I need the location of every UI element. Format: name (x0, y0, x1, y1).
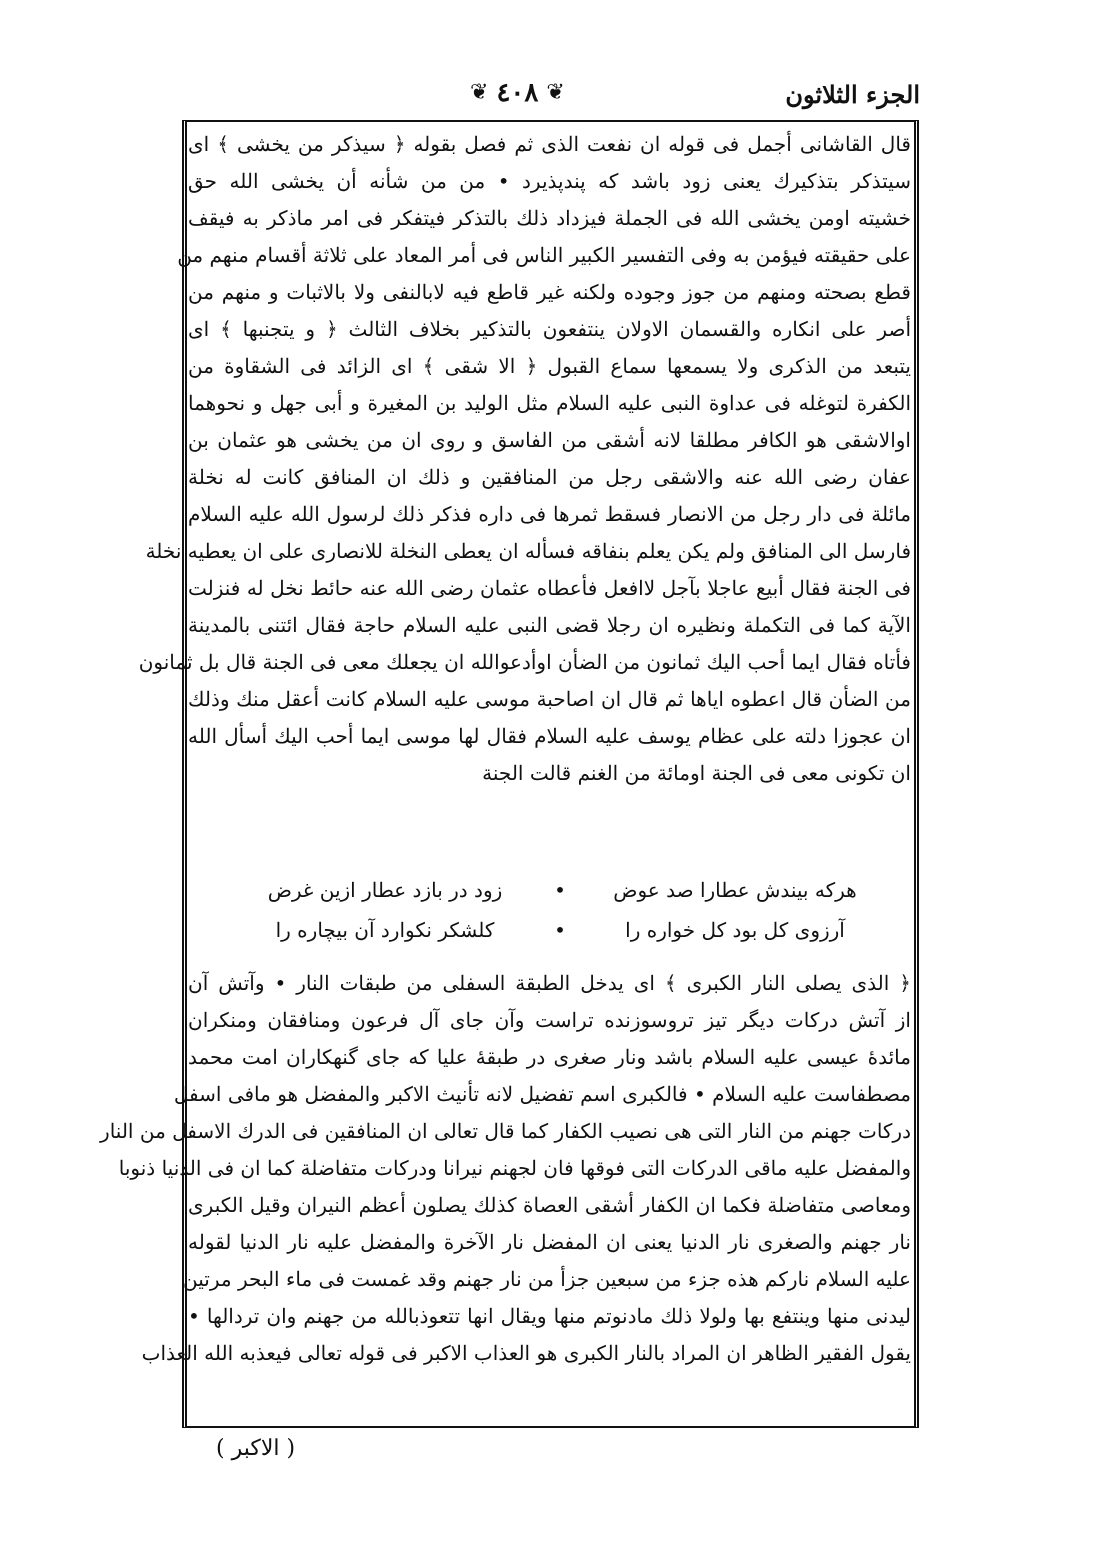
text-line: يقول الفقير الظاهر ان المراد بالنار الكبرى هو العذاب الاكبر فى قوله تعالى فيعذبه الله العذاب (141, 1341, 911, 1365)
poem-verse (240, 870, 880, 910)
text-line: عليه السلام ناركم هذه جزء من سبعين جزأ من نار جهنم وقد غمست فى ماء البحر مرتين (183, 1267, 911, 1291)
text-line: قال القاشانى أجمل فى قوله ان نفعت الذى ثم فصل بقوله ﴿ سيذكر من يخشى ﴾ اى (188, 132, 911, 156)
part-title: الجزء الثلاثون (785, 80, 920, 109)
text-line: نار جهنم والصغرى نار الدنيا يعنى ان المفضل نار الآخرة والمفضل عليه نار الدنيا لقوله (188, 1230, 911, 1254)
text-line: عفان رضى الله عنه والاشقى رجل من المنافقين و ذلك ان المنافق كانت له نخلة (188, 465, 911, 489)
text-line: ليدنى منها وينتفع بها ولولا ذلك مادنوتم منها ويقال انها تتعوذبالله من جهنم وان تردالها • (188, 1304, 911, 1328)
poem-verse (240, 910, 880, 950)
text-line: أصر على انكاره والقسمان الاولان ينتفعون بالتذكير بخلاف الثالث ﴿ و يتجنبها ﴾ اى (188, 317, 911, 341)
page-number-group (470, 78, 565, 108)
text-line: مائلة فى دار رجل من الانصار فسقط ثمرها فى داره فذكر ذلك لرسول الله عليه السلام (188, 502, 911, 526)
text-line: على حقيقته فيؤمن به وفى التفسير الكبير الناس فى أمر المعاد على ثلاثة أقسام منهم من (177, 243, 911, 267)
poem-hemistich-first: هركه بيندش عطارا صد عوض (613, 878, 857, 902)
text-line: ان تكونى معى فى الجنة اومائة من الغنم قالت الجنة (482, 761, 911, 785)
poem-separator: • (554, 918, 566, 942)
text-line: دركات جهنم من النار التى هى نصيب الكفار كما قال تعالى ان المنافقين فى الدرك الاسفل من النار (100, 1119, 911, 1143)
text-line: فى الجنة فقال أبيع عاجلا بآجل لاافعل فأعطاه عثمان رضى الله عنه حائط نخل له فنزلت (188, 576, 911, 600)
poem (240, 870, 880, 950)
ornament-left-icon: ❦ (470, 80, 489, 105)
poem-hemistich-second: كلشكر نكوارد آن بيچاره را (275, 918, 495, 942)
text-line: ان عجوزا دلته على عظام يوسف عليه السلام فقال لها موسى ايما أحب اليك أسأل الله (188, 724, 911, 748)
text-line: از آتش دركات ديگر تيز تروسوزنده تراست وآن جاى آل فرعون ومنافقان ومنكران (188, 1008, 911, 1032)
text-line: الكفرة لتوغله فى عداوة النبى عليه السلام مثل الوليد بن المغيرة و أبى جهل و نحوهما (188, 391, 911, 415)
page-number: ٤٠٨ (496, 78, 539, 108)
poem-hemistich-second: زود در بازد عطار ازين غرض (267, 878, 503, 902)
text-line: الآية كما فى التكملة ونظيره ان رجلا قضى النبى عليه السلام حاجة فقال ائتنى بالمدينة (188, 613, 911, 637)
text-line: ومعاصى متفاضلة فكما ان الكفار أشقى العصاة كذلك يصلون أعظم النيران وقيل الكبرى (188, 1193, 911, 1217)
poem-hemistich-first: آرزوى كل بود كل خواره را (625, 918, 845, 942)
text-line: سيتذكر بتذكيرك يعنى زود باشد كه پندپذيرد • من من شأنه أن يخشى الله حق (188, 169, 911, 193)
catchword: ( الاكبر ) (216, 1436, 296, 1461)
text-line: خشيته اومن يخشى الله فى الجملة فيزداد ذلك بالتذكر فيتفكر فى امر ماذكر به فيقف (188, 206, 911, 230)
running-header (180, 78, 920, 118)
text-line: فأتاه فقال ايما أحب اليك ثمانون من الضأن اوأدعوالله ان يجعلك معى فى الجنة قال بل ثمانون (138, 650, 911, 674)
text-line: من الضأن قال اعطوه اياها ثم قال ان اصاحبة موسى عليه السلام كانت أعقل منك وذلك (188, 687, 911, 711)
text-line: فارسل الى المنافق ولم يكن يعلم بنفاقه فسأله ان يعطى النخلة للانصارى على ان يعطيه نخلة (145, 539, 911, 563)
text-block-2 (100, 965, 911, 1372)
text-line: يتبعد من الذكرى ولا يسمعها سماع القبول ﴿ الا شقى ﴾ اى الزائد فى الشقاوة من (188, 354, 912, 378)
poem-separator: • (554, 878, 566, 902)
text-block-1 (138, 126, 912, 792)
text-line: مائدهٔ عيسى عليه السلام باشد ونار صغرى در طبقهٔ عليا كه جاى گنهكاران امت محمد (188, 1045, 911, 1069)
text-line: ﴿ الذى يصلى النار الكبرى ﴾ اى يدخل الطبقة السفلى من طبقات النار • وآتش آن (188, 971, 911, 995)
ornament-right-icon: ❦ (546, 80, 565, 105)
text-line: قطع بصحته ومنهم من جوز وجوده ولكنه غير قاطع فيه لابالنفى ولا بالاثبات و منهم من (188, 280, 911, 304)
text-line: مصطفاست عليه السلام • فالكبرى اسم تفضيل لانه تأنيث الاكبر والمفضل هو مافى اسفل (173, 1082, 911, 1106)
text-line: والمفضل عليه ماقى الدركات التى فوقها فان لجهنم نيرانا ودركات متفاضلة كما ان فى الدنيا ذنوبا (118, 1156, 911, 1180)
text-line: اوالاشقى هو الكافر مطلقا لانه أشقى من الفاسق و روى ان من يخشى هو عثمان بن (188, 428, 911, 452)
